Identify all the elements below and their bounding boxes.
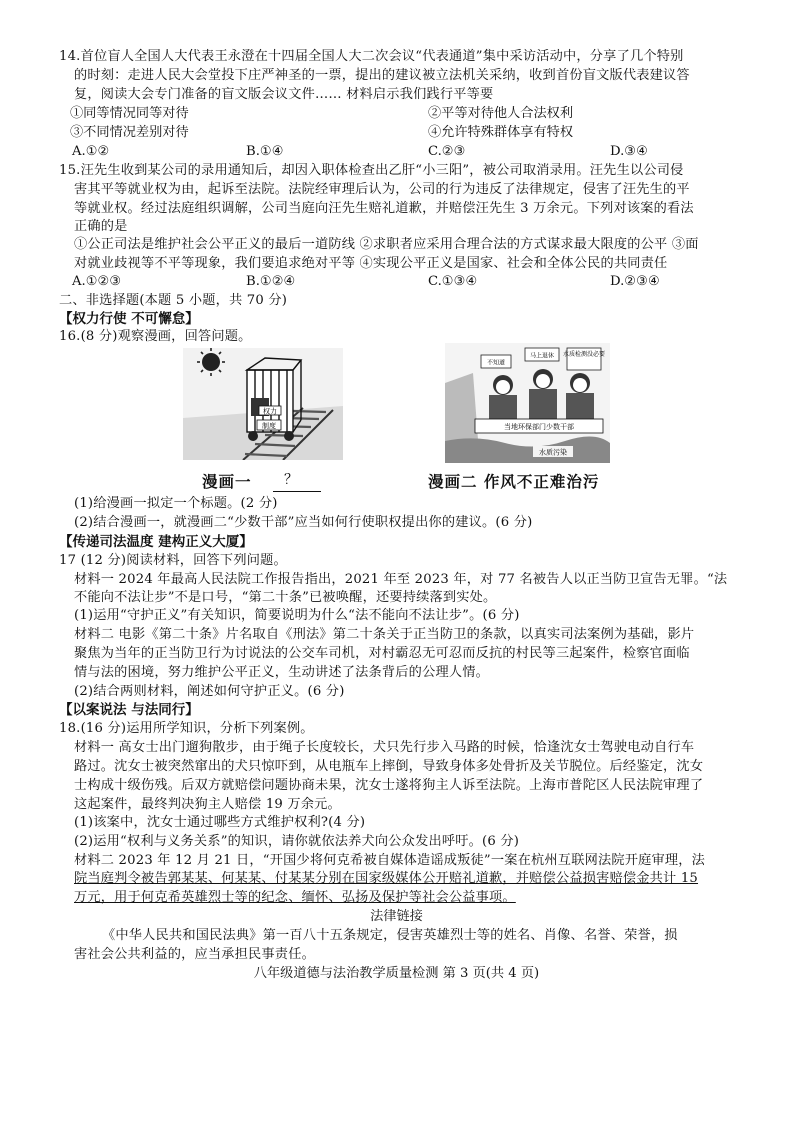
- q14-statement-1: ①同等情况同等对待: [70, 106, 189, 121]
- section2-title: 二、非选择题(本题 5 小题，共 70 分): [59, 293, 288, 308]
- q15-stem-line1: 15.汪先生收到某公司的录用通知后，却因入职体检查出乙肝“小三阳”，被公司取消录用。汪先生以公司侵: [59, 163, 684, 178]
- q15-statements-line2: 对就业歧视等不平等现象，我们要追求绝对平等 ④实现公平正义是国家、社会和全体公民的共同责任: [74, 256, 668, 271]
- q18-subq1: (1)该案中，沈女士通过哪些方式维护权利?(4 分): [74, 815, 366, 830]
- q14-statement-3: ③不同情况差别对待: [70, 125, 189, 140]
- theme-law-cases: 【以案说法 与法同行】: [59, 702, 199, 718]
- q18-material2-line3: 万元，用于何克希英雄烈士等的纪念、缅怀、弘扬及保护等社会公益事项。: [74, 890, 516, 905]
- q14-choice-b: B.①④: [246, 144, 284, 159]
- q18-material1-line2: 路过。沈女士被突然窜出的犬只惊吓到，从电瓶车上摔倒，导致身体多处骨折及关节脱位。后经鉴定，沈女: [74, 759, 704, 774]
- q18-material2-line1: 材料二 2023 年 12 月 21 日，“开国少将何克希被自媒体造谣成叛徒”一案在杭州互联网法院开庭审理，法: [74, 853, 706, 868]
- comic2-bubble-1: 不知道: [486, 359, 506, 367]
- theme-justice: 【传递司法温度 建构正义大厦】: [59, 534, 253, 550]
- q18-stem: 18.(16 分)运用所学知识，分析下列案例。: [59, 721, 314, 736]
- q15-choice-b: B.①②④: [246, 274, 296, 289]
- comic2-water-label: 水质污染: [539, 448, 567, 457]
- q18-material2-line2: 院当庭判令被告郭某某、何某某、付某某分别在国家级媒体公开赔礼道歉，并赔偿公益损害赔偿金共计 15: [74, 871, 699, 886]
- q17-stem: 17 (12 分)阅读材料，回答下列问题。: [59, 553, 287, 568]
- comic2-bubble-2: 马上退休: [529, 352, 555, 360]
- q14-stem-line3: 复，阅读大会专门准备的盲文版会议文件…… 材料启示我们践行平等要: [74, 87, 494, 102]
- q18-material1-line3: 士构成十级伤残。后双方就赔偿问题协商未果，沈女士遂将狗主人诉至法院。上海市普陀区人民法院审理了: [74, 778, 704, 793]
- q14-choice-c: C.②③: [428, 144, 466, 159]
- law-link-line1: 《中华人民共和国民法典》第一百八十五条规定，侵害英雄烈士等的姓名、肖像、名誉、荣誉，损: [102, 928, 678, 943]
- q17-subq2: (2)结合两则材料，阐述如何守护正义。(6 分): [74, 684, 345, 699]
- q17-material1-line2: 不能向不法让步”不是口号，“第二十条”已被唤醒，还要持续落到实处。: [74, 590, 497, 605]
- comic2-image: [445, 343, 610, 463]
- theme-power: 【权力行使 不可懈怠】: [59, 311, 199, 327]
- q18-subq2: (2)运用“权利与义务关系”的知识，请你就依法养犬向公众发出呼吁。(6 分): [74, 834, 520, 849]
- law-link-title: 法律链接: [370, 909, 423, 924]
- q14-statement-2: ②平等对待他人合法权利: [428, 106, 574, 121]
- comic2-sign: 当地环保部门少数干部: [504, 423, 574, 431]
- comic1-title-underline: [273, 491, 321, 492]
- q14-choice-a: A.①②: [72, 144, 110, 159]
- comic1-label-system: 制度: [262, 422, 276, 430]
- q18-material1-line1: 材料一 高女士出门遛狗散步，由于绳子长度较长，犬只先行步入马路的时候，恰逢沈女士驾驶电动自行车: [74, 740, 695, 755]
- q17-subq1: (1)运用“守护正义”有关知识，简要说明为什么“法不能向不法让步”。(6 分): [74, 608, 520, 623]
- comic1-image: [183, 348, 343, 460]
- q15-stem-line2: 害其平等就业权为由，起诉至法院。法院经审理后认为，公司的行为违反了法律规定，侵害了汪先生的平: [74, 182, 690, 197]
- q17-material1-line1: 材料一 2024 年最高人民法院工作报告指出，2021 年至 2023 年，对 77 名被告人以正当防卫宣告无罪。“法: [74, 572, 728, 587]
- q17-material2-line1: 材料二 电影《第二十条》片名取自《刑法》第二十条关于正当防卫的条款，以真实司法案例为基础，影片: [74, 627, 695, 642]
- q16-stem: 16.(8 分)观察漫画，回答问题。: [59, 329, 252, 344]
- q15-statements-line1: ①公正司法是维护社会公平正义的最后一道防线 ②求职者应采用合理合法的方式谋求最大限度的公平 ③面: [74, 237, 699, 252]
- q14-stem-line1: 14.首位盲人全国人大代表王永澄在十四届全国人大二次会议“代表通道”集中采访活动中，分享了几个特别: [59, 49, 684, 64]
- comic1-label-power: 权力: [263, 407, 277, 416]
- q15-choice-c: C.①③④: [428, 274, 478, 289]
- q15-choice-d: D.②③④: [610, 274, 660, 289]
- comic1-caption: 漫画一: [202, 472, 252, 491]
- law-link-line2: 害社会公共利益的，应当承担民事责任。: [74, 947, 315, 962]
- q16-subq2: (2)结合漫画一，就漫画二“少数干部”应当如何行使职权提出你的建议。(6 分): [74, 515, 533, 530]
- comic2-caption: 漫画二 作风不正难治污: [428, 472, 600, 491]
- page-footer: 八年级道德与法治教学质量检测 第 3 页(共 4 页): [253, 966, 540, 981]
- q14-stem-line2: 的时刻：走进人民大会堂投下庄严神圣的一票，提出的建议被立法机关采纳，收到首份盲文版代表建议答: [74, 68, 690, 83]
- q18-material1-line4: 这起案件，最终判决狗主人赔偿 19 万余元。: [74, 797, 341, 812]
- comic2-bubble-3: 水质检测没必要: [562, 351, 606, 358]
- q15-stem-line4: 正确的是: [74, 219, 128, 234]
- comic1-title-blank: ？: [284, 472, 299, 488]
- q16-subq1: (1)给漫画一拟定一个标题。(2 分): [74, 496, 278, 511]
- q17-material2-line3: 情与法的困境，努力维护公平正义，生动讲述了法条背后的公理人情。: [74, 665, 490, 680]
- q15-stem-line3: 等就业权。经过法庭组织调解，公司当庭向汪先生赔礼道歉，并赔偿汪先生 3 万余元。下列对该案的看法: [74, 201, 694, 216]
- q14-choice-d: D.③④: [610, 144, 648, 159]
- q17-material2-line2: 聚焦为当年的正当防卫行为讨说法的公交车司机，对村霸忍无可忍而反抗的村民等三起案件，检察官面临: [74, 646, 690, 661]
- q14-statement-4: ④允许特殊群体享有特权: [428, 125, 574, 140]
- q15-choice-a: A.①②③: [72, 274, 122, 289]
